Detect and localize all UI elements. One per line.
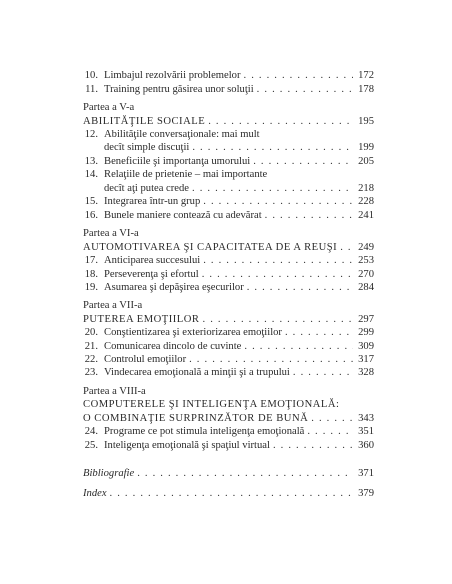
entry-title: Index (83, 488, 107, 499)
part-title-continued[interactable]: O COMBINAŢIE SURPRINZĂTOR DE BUNĂ . . . 343 (83, 412, 374, 425)
entry-number: 12. (84, 129, 98, 140)
dot-leader (273, 439, 353, 452)
entry-page: 371 (358, 468, 374, 479)
toc-entry-13[interactable] (82, 155, 374, 168)
entry-title: Inteligenţa emoţională şi spaţiul virtual (104, 440, 270, 451)
part-label: Partea a VII-a (83, 300, 143, 311)
toc-entry-19[interactable] (82, 281, 374, 294)
entry-title: Comunicarea dincolo de cuvinte (104, 341, 242, 352)
dot-leader (203, 195, 353, 208)
entry-page: 351 (358, 426, 374, 437)
entry-title: Conştientizarea şi exteriorizarea emoţiilor (104, 327, 282, 338)
toc-entry-25[interactable] (82, 439, 374, 452)
entry-page: 360 (358, 440, 374, 451)
toc-entry-17[interactable] (82, 254, 374, 267)
entry-page: 228 (358, 196, 374, 207)
entry-page: 284 (358, 282, 374, 293)
dot-leader (257, 83, 353, 96)
entry-title: Asumarea şi depăşirea eşecurilor (104, 282, 244, 293)
toc-entry-14-continued[interactable] (104, 182, 374, 195)
dot-leader (340, 241, 353, 254)
part-title: COMPUTERELE ŞI INTELIGENŢA EMOŢIONALĂ: (83, 399, 340, 410)
entry-page: 249 (358, 242, 374, 253)
dot-leader (265, 209, 353, 222)
entry-title: Relaţiile de prietenie – mai importante (104, 169, 268, 180)
dot-leader (203, 313, 354, 326)
part-title[interactable]: ABILITĂŢILE SOCIALE . . . 195 (83, 115, 374, 128)
dot-leader (192, 141, 353, 154)
entry-title: decît aţi putea crede (104, 183, 189, 194)
part-label: Partea a VIII-a (83, 386, 146, 397)
entry-number: 13. (84, 156, 98, 167)
dot-leader (110, 487, 353, 500)
entry-number: 16. (84, 210, 98, 221)
entry-page: 328 (358, 367, 374, 378)
entry-page: 379 (358, 488, 374, 499)
entry-page: 195 (358, 116, 374, 127)
entry-number: 17. (84, 255, 98, 266)
toc-entry-10[interactable] (82, 69, 374, 82)
entry-page: 199 (358, 142, 374, 153)
entry-page: 178 (358, 84, 374, 95)
entry-number: 23. (84, 367, 98, 378)
part-title[interactable]: PUTEREA EMOŢIILOR . . . 297 (83, 313, 374, 326)
entry-number: 14. (84, 169, 98, 180)
entry-number: 19. (84, 282, 98, 293)
dot-leader (311, 412, 353, 425)
entry-number: 21. (84, 341, 98, 352)
entry-title: Bibliografie (83, 468, 135, 479)
part-label: Partea a V-a (83, 102, 135, 113)
entry-page: 299 (358, 327, 374, 338)
dot-leader (307, 425, 353, 438)
entry-title: decît simple discuţii (104, 142, 190, 153)
dot-leader (137, 467, 353, 480)
dot-leader (202, 268, 353, 281)
toc-entry-14[interactable] (82, 168, 374, 181)
entry-page: 205 (358, 156, 374, 167)
toc-entry-bibliography[interactable] (83, 467, 374, 480)
entry-title: Vindecarea emoţională a minţii şi a trupului (104, 367, 290, 378)
entry-page: 172 (358, 70, 374, 81)
entry-number: 22. (84, 354, 98, 365)
toc-entry-24[interactable] (82, 425, 374, 438)
entry-page: 241 (358, 210, 374, 221)
dot-leader (253, 155, 353, 168)
entry-number: 24. (84, 426, 98, 437)
entry-page: 218 (358, 183, 374, 194)
entry-title: Bunele maniere contează cu adevărat (104, 210, 262, 221)
toc-entry-18[interactable] (82, 268, 374, 281)
toc-entry-12-continued[interactable] (104, 141, 374, 154)
entry-title: Limbajul rezolvării problemelor (104, 70, 241, 81)
dot-leader (244, 69, 354, 82)
entry-title: Anticiparea succesului (104, 255, 201, 266)
entry-title: Programe ce pot stimula inteligenţa emoţională (104, 426, 305, 437)
entry-title: Beneficiile şi importanţa umorului (104, 156, 251, 167)
entry-number: 10. (84, 70, 98, 81)
toc-entry-20[interactable] (82, 326, 374, 339)
toc-entry-15[interactable] (82, 195, 374, 208)
dot-leader (293, 366, 353, 379)
entry-title: Integrarea într-un grup (104, 196, 201, 207)
dot-leader (244, 340, 353, 353)
dot-leader (192, 182, 353, 195)
toc-entry-23[interactable] (82, 366, 374, 379)
entry-title: Perseverenţa şi efortul (104, 269, 199, 280)
entry-page: 297 (358, 314, 374, 325)
entry-number: 18. (84, 269, 98, 280)
dot-leader (189, 353, 353, 366)
toc-entry-21[interactable] (82, 340, 374, 353)
entry-number: 15. (84, 196, 98, 207)
entry-title: Abilităţile conversaţionale: mai mult (104, 129, 260, 140)
entry-page: 253 (358, 255, 374, 266)
toc-entry-11[interactable] (82, 83, 374, 96)
dot-leader (208, 115, 353, 128)
entry-page: 309 (358, 341, 374, 352)
entry-number: 20. (84, 327, 98, 338)
part-title[interactable]: AUTOMOTIVAREA ŞI CAPACITATEA DE A REUŞI . . . 249 (83, 241, 374, 254)
dot-leader (203, 254, 353, 267)
entry-title: Training pentru găsirea unor soluţii (104, 84, 254, 95)
entry-title: Controlul emoţiilor (104, 354, 187, 365)
entry-number: 11. (85, 84, 98, 95)
entry-page: 343 (358, 413, 374, 424)
part-label: Partea a VI-a (83, 228, 139, 239)
toc-entry-index[interactable] (83, 487, 374, 500)
entry-page: 317 (358, 354, 374, 365)
toc-entry-12[interactable] (82, 128, 374, 141)
toc-entry-16[interactable] (82, 209, 374, 222)
entry-page: 270 (358, 269, 374, 280)
toc-entry-22[interactable] (82, 353, 374, 366)
entry-number: 25. (84, 440, 98, 451)
dot-leader (247, 281, 353, 294)
dot-leader (285, 326, 353, 339)
